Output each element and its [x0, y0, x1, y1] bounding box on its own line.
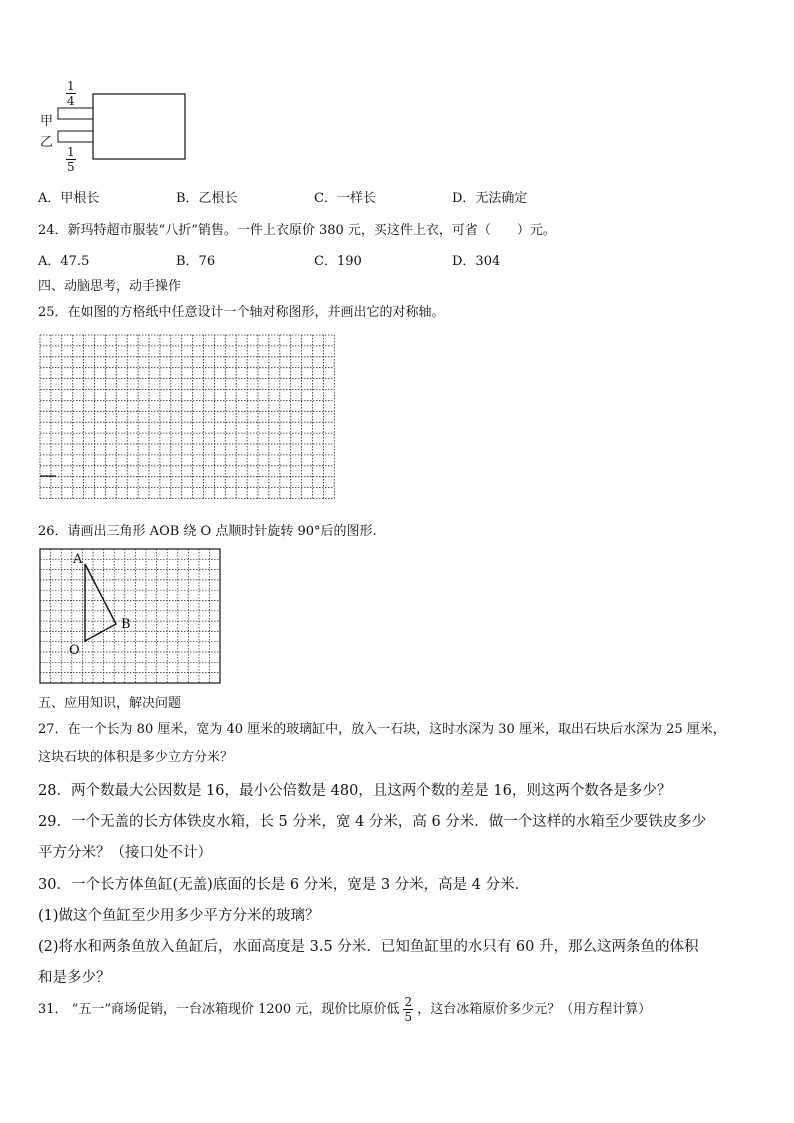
stick-box-diagram [36, 78, 196, 178]
stick-jia [58, 108, 93, 119]
q30-line4: 和是多少？ [38, 970, 111, 986]
q24-text: 24．新玛特超市服装“八折”销售。一件上衣原价 380 元，买这件上衣，可省（ ）元。 [38, 223, 556, 238]
q26-text: 26．请画出三角形 AOB 绕 O 点顺时针旋转 90°后的图形. [38, 524, 377, 539]
box-outline [93, 94, 185, 159]
label-jia: 甲 [40, 114, 54, 129]
section-4-heading: 四、动脑思考，动手操作 [38, 279, 182, 294]
q24-option-b: B．76 [176, 254, 216, 269]
q31-question [38, 996, 651, 1023]
fraction-one-fifth: $\frac{1}{5}$ [67, 145, 75, 174]
q30-line1: 30．一个长方体鱼缸(无盖)底面的长是 6 分米，宽是 3 分米，高是 4 分米． [38, 877, 530, 893]
q23-option-c: C．一样长 [314, 191, 376, 206]
q24-option-c: C．190 [314, 254, 362, 269]
stick-yi [58, 131, 93, 142]
q28-text: 28．两个数最大公因数是 16，最小公倍数是 480，且这两个数的差是 16，则这两个数各是多少？ [38, 783, 672, 799]
q29-line2: 平方分米？（接口处不计） [38, 845, 212, 861]
triangle-aob [85, 564, 116, 641]
q27-line2: 这块石块的体积是多少立方分米？ [38, 750, 234, 765]
q25-text: 25．在如图的方格纸中任意设计一个轴对称图形，并画出它的对称轴。 [38, 305, 445, 320]
q29-line1: 29．一个无盖的长方体铁皮水箱，长 5 分米，宽 4 分米，高 6 分米．做一个这样的水箱至少要铁皮多少 [38, 814, 707, 830]
q31-prefix: 31． “五一”商场促销，一台冰箱现价 1200 元，现价比原价低 [38, 1002, 400, 1017]
q30-line3: (2)将水和两条鱼放入鱼缸后，水面高度是 3.5 分米．已知鱼缸里的水只有 60 升，那么这两条鱼的体积 [38, 939, 699, 955]
grid-border [40, 549, 220, 683]
q31-suffix: ，这台冰箱原价多少元？（用方程计算） [417, 1002, 652, 1017]
vertex-o-label: O [69, 643, 80, 658]
q24-option-a: A．47.5 [38, 254, 90, 269]
q26-grid-figure [38, 547, 224, 687]
q23-option-b: B．乙根长 [176, 191, 238, 206]
q31-fraction: $\frac{2}{5}$ [404, 995, 413, 1024]
q27-line1: 27．在一个长为 80 厘米，宽为 40 厘米的玻璃缸中，放入一石块，这时水深为 30 厘米，取出石块后水深为 25 厘米， [38, 722, 726, 737]
vertex-a-label: A [73, 552, 83, 567]
q25-grid-paper [38, 333, 340, 503]
vertex-b-label: B [121, 617, 131, 632]
fraction-one-quarter: $\frac{1}{4}$ [67, 79, 75, 108]
q30-line2: (1)做这个鱼缸至少用多少平方分米的玻璃？ [38, 908, 320, 924]
q24-option-d: D．304 [452, 254, 501, 269]
q23-option-a: A．甲根长 [38, 191, 100, 206]
label-yi: 乙 [40, 135, 54, 150]
q23-option-d: D．无法确定 [452, 191, 528, 206]
section-5-heading: 五、应用知识，解决问题 [38, 696, 182, 711]
